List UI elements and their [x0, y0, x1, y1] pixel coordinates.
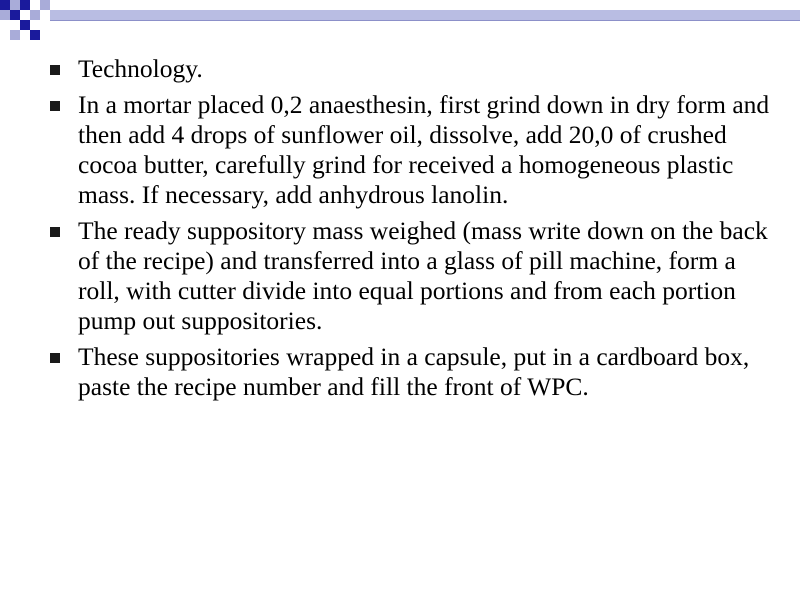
header-divider — [50, 20, 800, 21]
decor-square — [30, 30, 40, 40]
decor-square — [30, 10, 40, 20]
bullet-item — [50, 54, 770, 84]
decor-square — [10, 30, 20, 40]
bullet-text: The ready suppository mass weighed (mass write down on the back of the recipe) and transferred into a glass of pill machine, form a roll, with cutter divide into equal portions and from each portion pump out suppositories. — [78, 216, 768, 335]
bullet-text: These suppositories wrapped in a capsule, put in a cardboard box, paste the recipe number and fill the front of WPC. — [78, 342, 750, 401]
decor-square — [0, 0, 10, 10]
bullet-item — [50, 216, 770, 336]
slide-body — [50, 54, 770, 408]
bullet-text: In a mortar placed 0,2 anaesthesin, first grind down in dry form and then add 4 drops of sunflower oil, dissolve, add 20,0 of crushed cocoa butter, carefully grind for received a homogeneous plastic mass. If necessary, add anhydrous lanolin. — [78, 90, 770, 209]
square-bullet-icon — [50, 227, 60, 237]
bullet-text: Technology. — [78, 54, 203, 83]
decor-square — [20, 0, 30, 10]
decor-square — [40, 0, 50, 10]
slide-header-decoration — [0, 0, 800, 50]
header-bar — [50, 10, 800, 20]
decor-square — [10, 10, 20, 20]
square-bullet-icon — [50, 65, 60, 75]
square-bullet-icon — [50, 101, 60, 111]
decor-square — [10, 0, 20, 10]
bullet-item — [50, 342, 770, 402]
square-bullet-icon — [50, 353, 60, 363]
bullet-item — [50, 90, 770, 210]
decor-square — [0, 10, 10, 20]
decor-square — [20, 20, 30, 30]
